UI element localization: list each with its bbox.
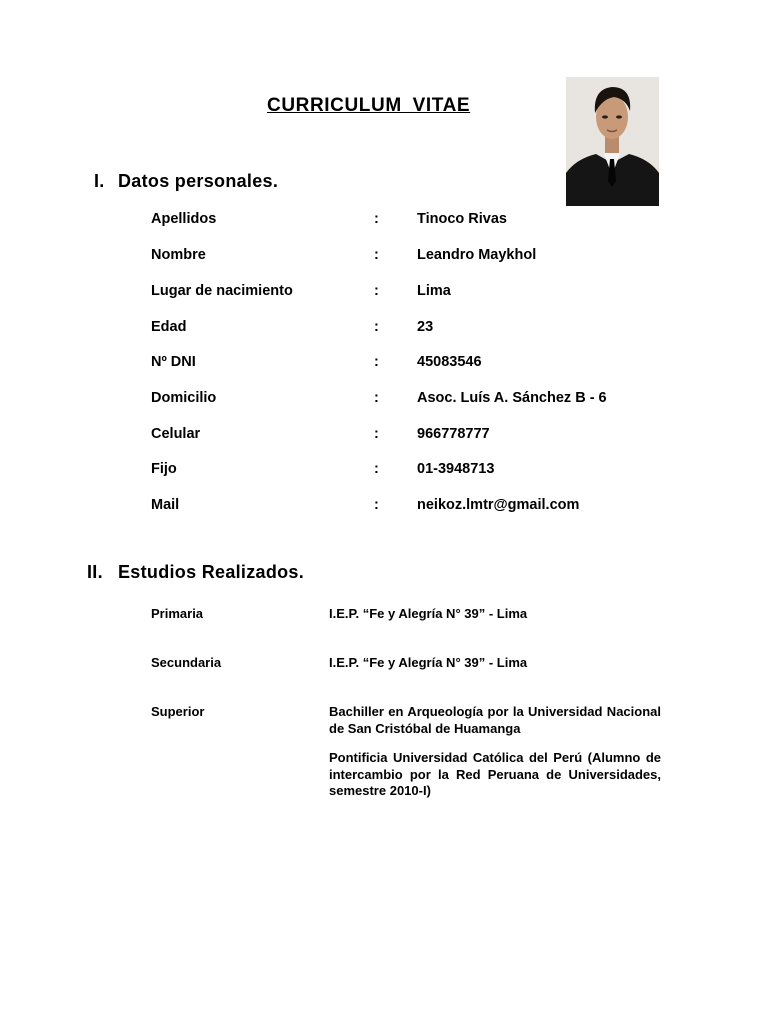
- personal-row-celular: [0, 426, 768, 446]
- study-description: [329, 606, 661, 636]
- personal-row-domicilio: [0, 390, 768, 410]
- row-value: 01-3948713: [417, 461, 495, 477]
- row-label: Fijo: [151, 461, 177, 477]
- personal-row-apellidos: [0, 211, 768, 231]
- study-description: [329, 704, 661, 813]
- personal-row-lugar-nacimiento: [0, 283, 768, 303]
- section-number: II.: [87, 562, 103, 582]
- personal-row-edad: [0, 319, 768, 339]
- row-value: Asoc. Luís A. Sánchez B - 6: [417, 390, 607, 406]
- row-value: neikoz.lmtr@gmail.com: [417, 497, 580, 513]
- row-separator: :: [374, 283, 379, 299]
- study-label: Secundaria: [151, 655, 222, 670]
- row-label: Domicilio: [151, 390, 217, 406]
- personal-row-nombre: [0, 247, 768, 267]
- row-separator: :: [374, 497, 379, 513]
- row-value: Lima: [417, 283, 451, 299]
- study-label: Primaria: [151, 606, 204, 621]
- section-title: Datos personales.: [118, 171, 279, 191]
- row-value: 966778777: [417, 426, 490, 442]
- row-label: Nombre: [151, 247, 206, 263]
- row-label: Mail: [151, 497, 180, 513]
- row-separator: :: [374, 426, 379, 442]
- personal-row-mail: [0, 497, 768, 517]
- study-label: Superior: [151, 704, 205, 719]
- row-separator: :: [374, 211, 379, 227]
- study-description: [329, 655, 661, 685]
- row-label: Edad: [151, 319, 187, 335]
- study-line: I.E.P. “Fe y Alegría N° 39” - Lima: [329, 606, 528, 621]
- row-separator: :: [374, 390, 379, 406]
- personal-row-dni: [0, 354, 768, 374]
- section-studies-heading: [87, 562, 304, 583]
- row-label: Nº DNI: [151, 354, 196, 370]
- document-title: CURRICULUM VITAE: [267, 95, 471, 116]
- personal-row-fijo: [0, 461, 768, 481]
- section-number: I.: [94, 171, 105, 191]
- profile-photo-icon: [566, 77, 659, 206]
- section-personal-heading: [94, 171, 278, 192]
- study-line: Pontificia Universidad Católica del Perú (Alumno de intercambio por la Red Peruana de Universidades, semestre 2010-I): [329, 750, 661, 798]
- section-title: Estudios Realizados.: [118, 562, 305, 582]
- study-line: Bachiller en Arqueología por la Universidad Nacional de San Cristóbal de Huamanga: [329, 704, 661, 736]
- row-value: Leandro Maykhol: [417, 247, 537, 263]
- row-label: Celular: [151, 426, 201, 442]
- row-label: Apellidos: [151, 211, 217, 227]
- profile-photo: [566, 77, 659, 206]
- row-value: 23: [417, 319, 434, 335]
- row-value: Tinoco Rivas: [417, 211, 507, 227]
- row-label: Lugar de nacimiento: [151, 283, 293, 299]
- row-value: 45083546: [417, 354, 482, 370]
- row-separator: :: [374, 354, 379, 370]
- row-separator: :: [374, 319, 379, 335]
- row-separator: :: [374, 247, 379, 263]
- study-line: I.E.P. “Fe y Alegría N° 39” - Lima: [329, 655, 528, 670]
- row-separator: :: [374, 461, 379, 477]
